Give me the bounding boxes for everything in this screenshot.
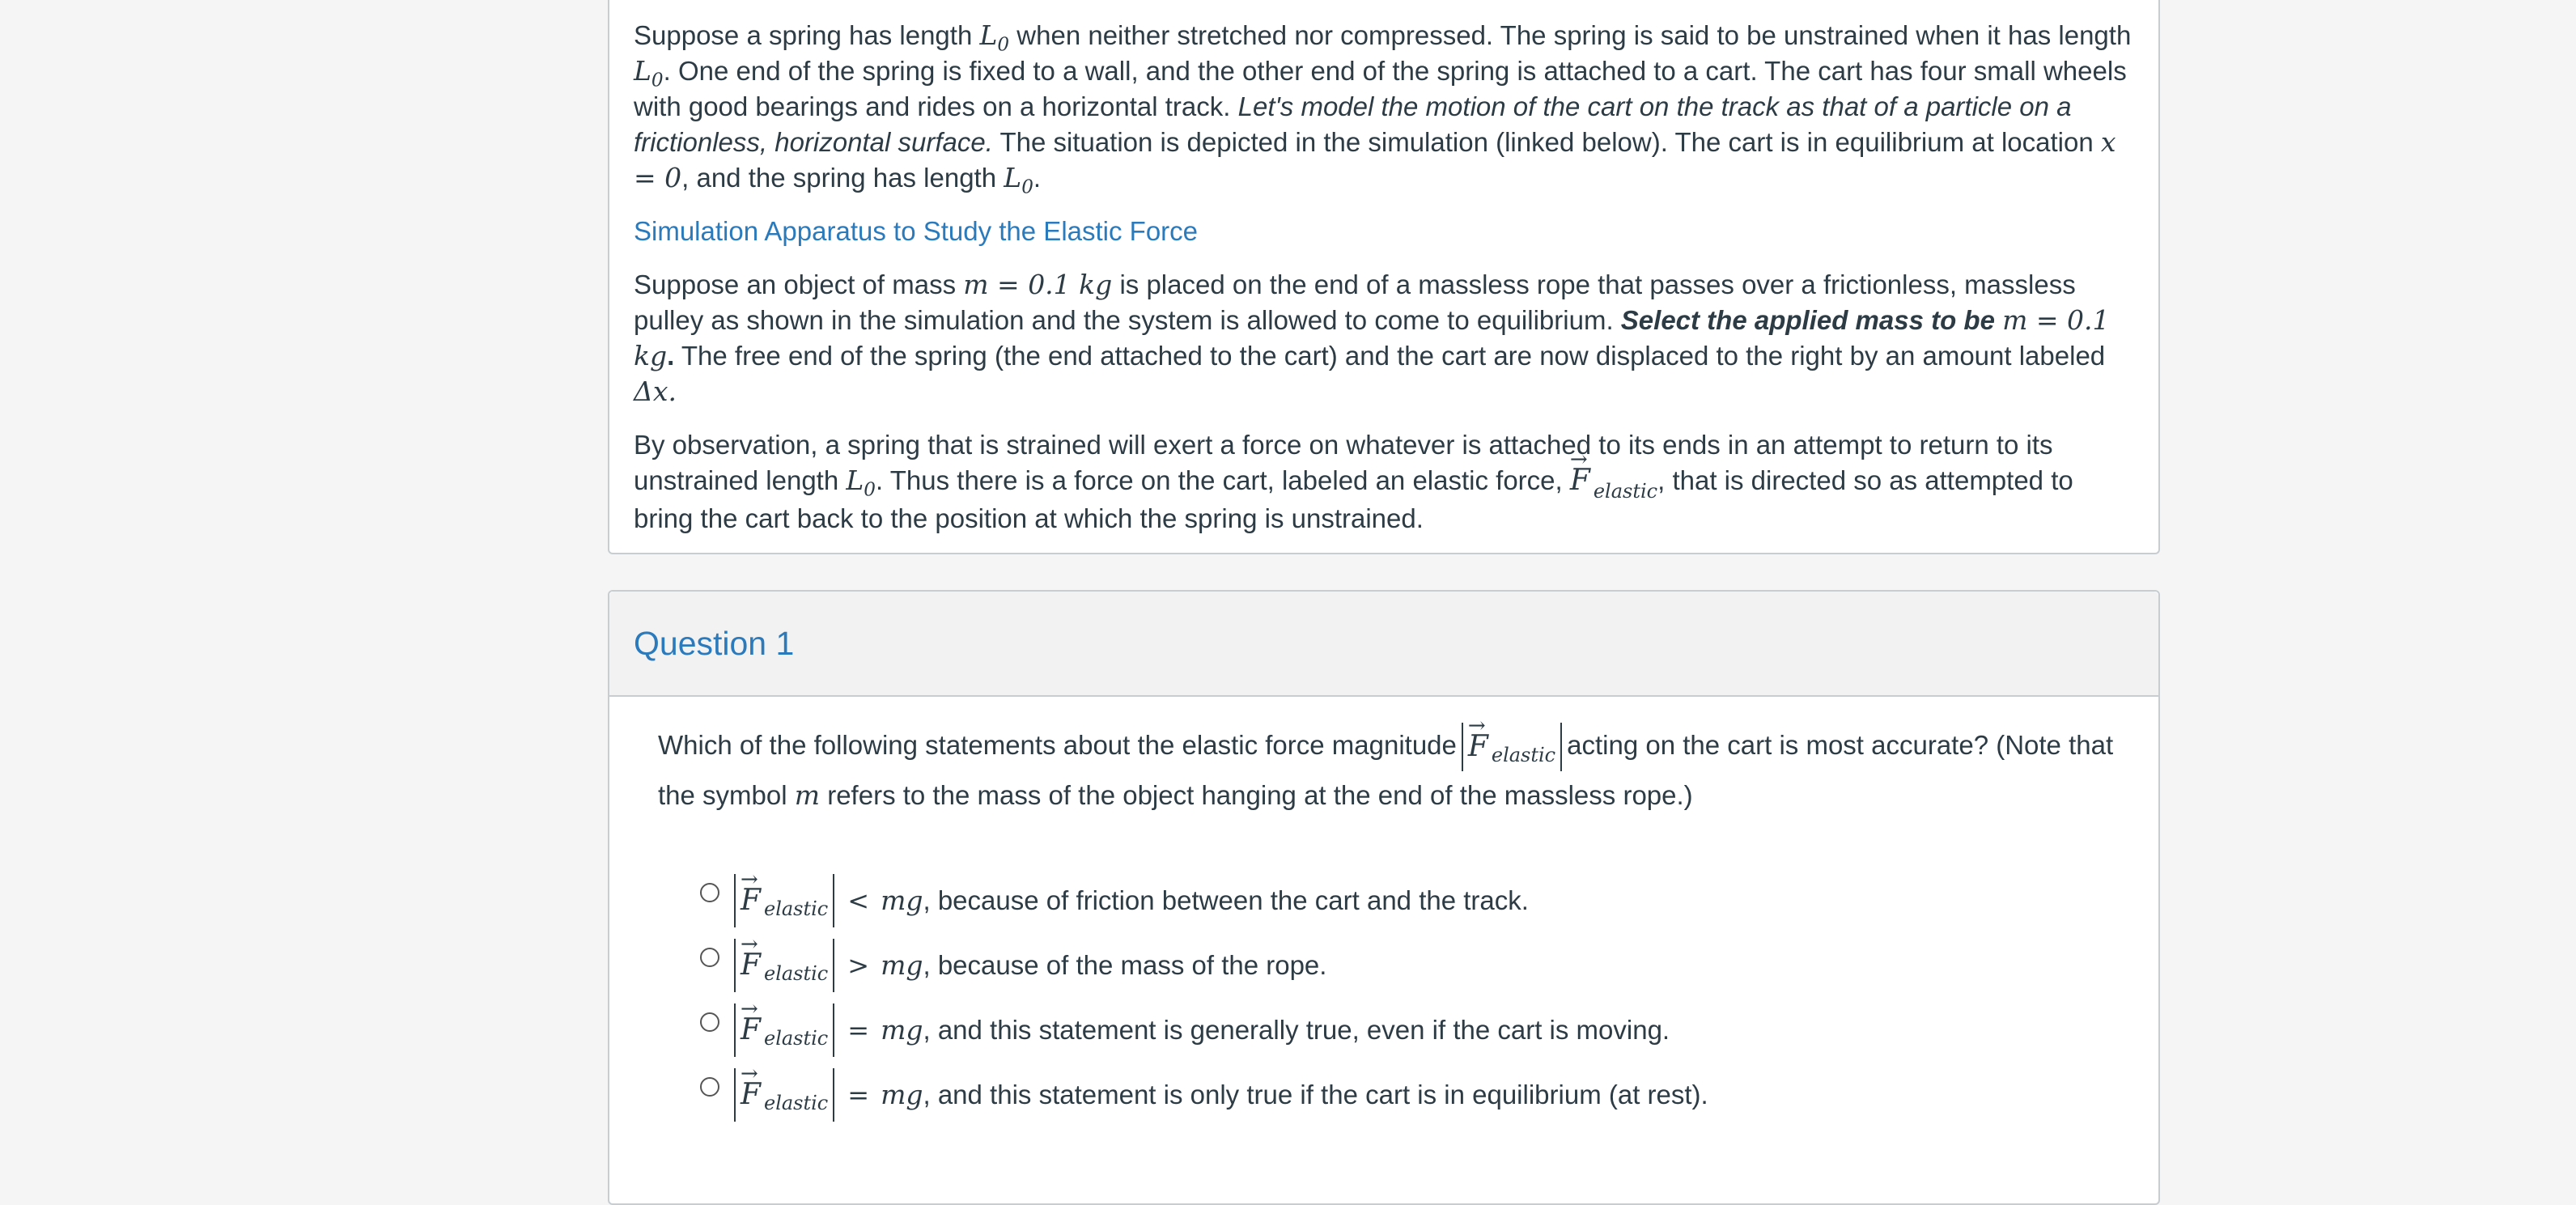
text: Suppose an object of mass bbox=[634, 269, 957, 299]
answer-text: , because of friction between the cart and the track. bbox=[923, 885, 1529, 916]
intro-body bbox=[609, 0, 2158, 537]
answer-option-4[interactable] bbox=[700, 1063, 2134, 1127]
text: . bbox=[1033, 163, 1042, 193]
text: when neither stretched nor compressed. The spring is said to be unstrained when it has length bbox=[1016, 20, 2132, 50]
math-x-equals-zero: x = 0 bbox=[634, 126, 2116, 193]
math-F-elastic: → F $_{elastic}$ bbox=[1570, 465, 1657, 496]
relation-symbol: = bbox=[847, 1080, 870, 1111]
question-title: Question 1 bbox=[634, 624, 795, 662]
text: , that is directed so as attempted to bring the cart back to the position at which the spring is unstrained. bbox=[634, 465, 2073, 533]
intro-paragraph-2: Suppose an object of mass m = 0.1 kg is placed on the end of a massless rope that passes over a frictionless, massless pulley as shown in the simulation and the system is allowed to come to equilibrium. Select the applied mass to be m = 0.1 kg. The free end of the spring (the end attached to the cart) and the cart are now displaced to the right by an amount labeled Δx. bbox=[634, 269, 2110, 407]
math-L0: $L_0$ bbox=[634, 55, 664, 91]
bold-italic-text: Select the applied mass to be bbox=[1620, 305, 1995, 335]
intro-paragraph-1 bbox=[634, 18, 2134, 196]
math-mass: m = 0.1 kg bbox=[634, 304, 2110, 371]
math-L0: $L_0$ bbox=[1004, 162, 1033, 198]
math-mg: mg bbox=[881, 1079, 923, 1111]
math-mg: mg bbox=[881, 949, 923, 982]
math-m: m bbox=[794, 779, 821, 812]
math-abs-F-elastic: → F elastic bbox=[734, 874, 834, 927]
answer-option-3[interactable] bbox=[700, 998, 2134, 1063]
answer-option-1[interactable] bbox=[700, 868, 2134, 933]
text: By observation, a spring that is strained will exert a force on whatever is attached to its ends in an attempt to return to its unstrained length bbox=[634, 430, 2053, 495]
answer-option-2[interactable] bbox=[700, 933, 2134, 998]
simulation-link[interactable]: Simulation Apparatus to Study the Elastic Force bbox=[634, 216, 1199, 246]
intro-paragraph-3 bbox=[634, 427, 2134, 537]
text: . One end of the spring is fixed to a wall, and the other end of the spring is attached to a cart. The cart has four small wheels with good bearings and rides on a horizontal track. bbox=[634, 56, 2127, 121]
math-abs-F-elastic: → F elastic bbox=[734, 939, 834, 992]
relation-symbol: > bbox=[847, 950, 870, 982]
text: Which of the following statements about the elastic force magnitude bbox=[658, 730, 1457, 760]
math-delta-x: Δx. bbox=[634, 376, 677, 407]
math-L0: $L_0$ bbox=[979, 19, 1010, 56]
radio-button[interactable] bbox=[700, 883, 719, 902]
answer-text: , because of the mass of the rope. bbox=[923, 950, 1327, 981]
question-card bbox=[608, 590, 2160, 1205]
text: , and the spring has length bbox=[681, 163, 997, 193]
question-text bbox=[658, 721, 2134, 820]
text: The situation is depicted in the simulation (linked below). The cart is in equilibrium at location bbox=[999, 127, 2094, 157]
text: refers to the mass of the object hanging at the end of the massless rope.) bbox=[827, 780, 1693, 811]
radio-button[interactable] bbox=[700, 948, 719, 967]
text: . Thus there is a force on the cart, labeled an elastic force, bbox=[876, 465, 1563, 495]
text: Suppose a spring has length bbox=[634, 20, 973, 50]
italic-text: Let's model the motion of the cart on the track as that of a particle on a frictionless, horizontal surface. bbox=[634, 91, 2072, 157]
math-mg: mg bbox=[881, 885, 923, 917]
math-mass: m = 0.1 kg bbox=[963, 269, 1113, 300]
radio-button[interactable] bbox=[700, 1012, 719, 1032]
radio-button[interactable] bbox=[700, 1077, 719, 1097]
question-body bbox=[609, 697, 2158, 1127]
answer-text: , and this statement is only true if the cart is in equilibrium (at rest). bbox=[923, 1080, 1708, 1110]
relation-symbol: = bbox=[847, 1015, 870, 1046]
answer-text: , and this statement is generally true, even if the cart is moving. bbox=[923, 1015, 1670, 1046]
answer-list bbox=[658, 868, 2134, 1127]
math-abs-F-elastic: → F elastic bbox=[734, 1068, 834, 1122]
intro-card bbox=[608, 0, 2160, 554]
relation-symbol: < bbox=[847, 885, 870, 917]
math-abs-F-elastic: → F elastic bbox=[734, 1003, 834, 1057]
math-abs-F-elastic: → F elastic bbox=[1462, 723, 1562, 771]
text: acting on the cart is most accurate? (Note that the symbol bbox=[658, 730, 2114, 811]
text: The free end of the spring (the end attached to the cart) and the cart are now displaced to the right by an amount labeled bbox=[681, 341, 2106, 371]
question-header bbox=[609, 592, 2158, 697]
math-mg: mg bbox=[881, 1014, 923, 1046]
math-L0: $L_0$ bbox=[846, 465, 876, 501]
text: is placed on the end of a massless rope that passes over a frictionless, massless pulley as shown in the simulation and the system is allowed to come to equilibrium. bbox=[634, 269, 2076, 335]
